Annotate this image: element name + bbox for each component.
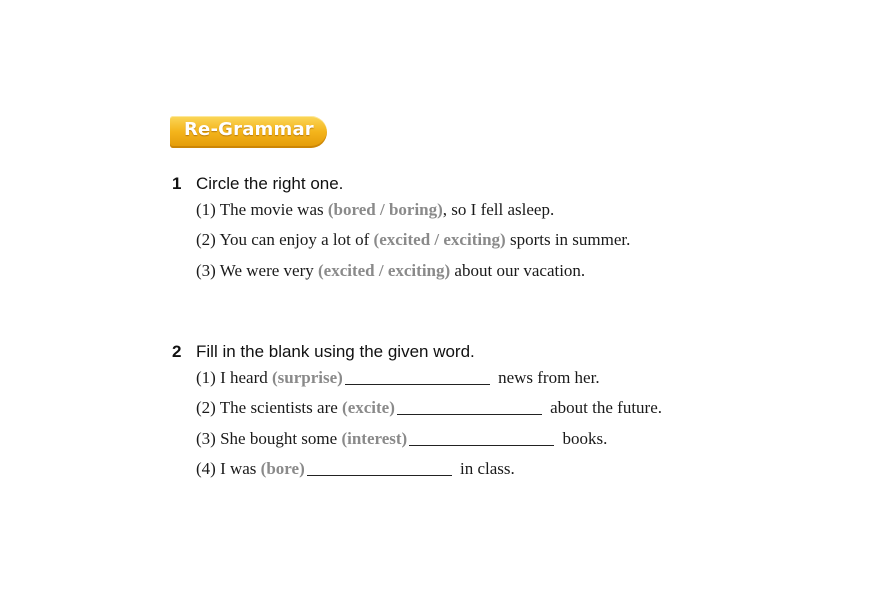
- item-suffix: , so I fell asleep.: [442, 200, 555, 219]
- item-prefix: (2) You can enjoy a lot of: [196, 230, 374, 250]
- item-prefix: (4) I was: [196, 458, 261, 478]
- answer-blank[interactable]: [345, 367, 490, 385]
- exercise-1-item-1: [196, 195, 630, 225]
- badge-label: Re-Grammar: [184, 119, 314, 140]
- item-word-hint: (bore): [260, 458, 305, 478]
- answer-blank[interactable]: [397, 397, 542, 415]
- item-word-hint: (excite): [342, 398, 395, 418]
- item-choice-hint[interactable]: (bored / boring): [327, 200, 443, 219]
- section-fill-in-blank: [172, 341, 662, 484]
- item-word-hint: (interest): [341, 428, 408, 448]
- item-suffix: about our vacation.: [450, 260, 586, 280]
- item-suffix: in class.: [455, 458, 515, 478]
- section-1-number: 1: [172, 174, 182, 193]
- exercise-2-item-2: [196, 393, 662, 423]
- item-suffix: books.: [558, 428, 608, 448]
- item-prefix: (3) She bought some: [196, 428, 342, 448]
- answer-blank[interactable]: [409, 428, 554, 446]
- item-word-hint: (surprise): [272, 368, 343, 387]
- item-suffix: news from her.: [493, 368, 600, 387]
- item-prefix: (1) The movie was: [196, 200, 328, 219]
- item-prefix: (3) We were very: [196, 260, 318, 280]
- section-1-title: Circle the right one.: [196, 174, 344, 193]
- exercise-1-item-3: [196, 256, 630, 286]
- section-2-number: 2: [172, 342, 182, 361]
- item-choice-hint[interactable]: (excited / exciting): [317, 260, 451, 280]
- item-prefix: (1) I heard: [196, 368, 272, 387]
- exercise-2-item-4: [196, 454, 662, 484]
- item-choice-hint[interactable]: (excited / exciting): [373, 230, 506, 250]
- re-grammar-badge: [170, 116, 327, 148]
- section-circle-right-one: [172, 173, 630, 286]
- answer-blank[interactable]: [307, 458, 452, 476]
- item-suffix: about the future.: [545, 398, 663, 418]
- item-suffix: sports in summer.: [505, 230, 631, 250]
- item-prefix: (2) The scientists are: [196, 398, 343, 418]
- section-2-title: Fill in the blank using the given word.: [196, 342, 475, 361]
- exercise-2-item-1: [196, 363, 662, 393]
- exercise-1-item-2: [196, 225, 630, 255]
- exercise-2-item-3: [196, 424, 662, 454]
- section-1-heading: [172, 173, 630, 195]
- section-2-heading: [172, 341, 662, 363]
